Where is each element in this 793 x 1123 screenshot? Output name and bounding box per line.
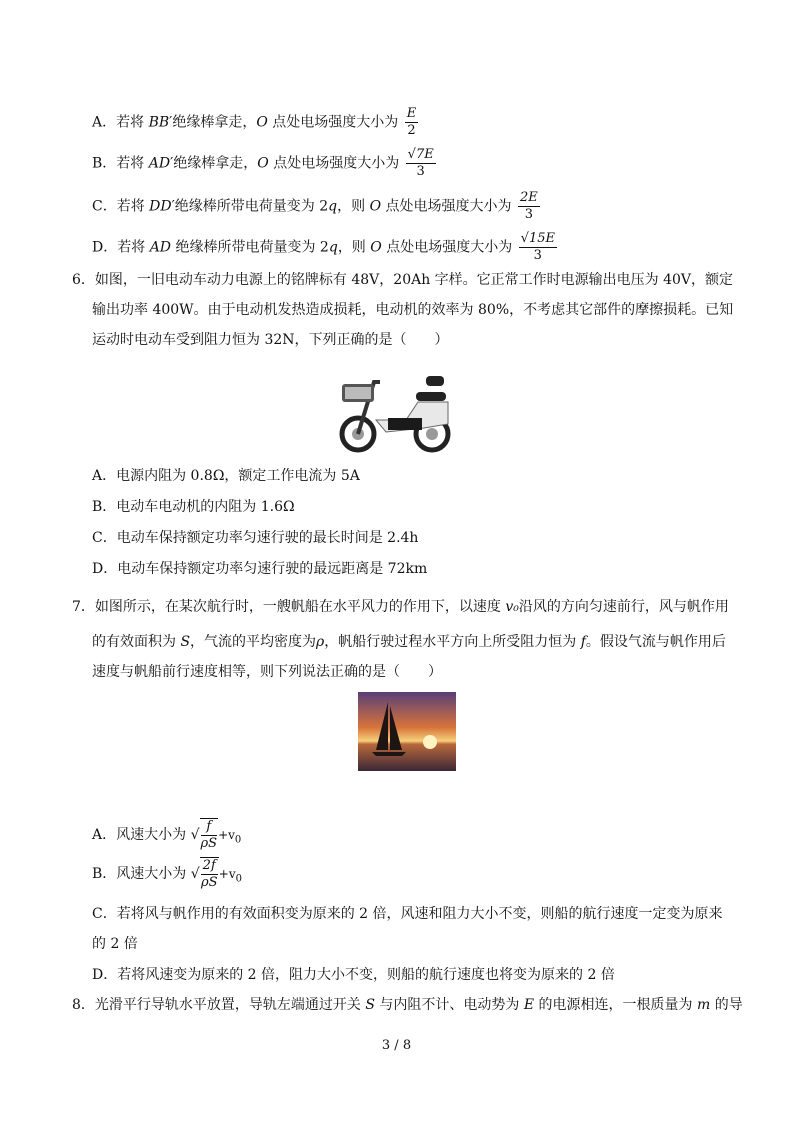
subscript-0: 0 (234, 834, 242, 846)
charge-q: q (328, 198, 338, 215)
q7-text-4: 。假设气流与帆作用后 (585, 634, 726, 650)
option-b-text: ′绝缘棒拿走， (170, 155, 258, 172)
q7-text-3: ，帆船行驶过程水平方向上所受阻力恒为 (324, 634, 581, 650)
rod-label: AD (148, 155, 171, 172)
q6-option-b[interactable]: B．电动车电动机的内阻为 1.6Ω (92, 499, 295, 515)
rod-label: BB (148, 114, 170, 131)
point-o: O (370, 239, 382, 256)
velocity-symbol: v₀ (505, 599, 519, 615)
q6-stem-line-3: 运动时电动车受到阻力恒为 32N，下列正确的是（ ） (92, 332, 449, 348)
option-d-text-3: 点处电场强度大小为 (381, 239, 513, 256)
option-c-text-2: ，则 (337, 198, 370, 215)
denominator: 2 (407, 123, 416, 138)
numerator: √15E (520, 231, 555, 246)
q5-option-c[interactable] (92, 190, 540, 223)
fraction-e-over-2 (405, 106, 419, 139)
q6-option-d[interactable]: D．电动车保持额定功率匀速行驶的最远距离是 72km (92, 561, 428, 577)
q8-text-4: 的导 (710, 997, 743, 1013)
q6-option-c[interactable]: C．电动车保持额定功率匀速行驶的最长时间是 2.4h (92, 530, 419, 546)
option-a-text: A．风速大小为 (92, 827, 187, 843)
charge-q: q (328, 239, 338, 256)
denominator: ρS (200, 836, 218, 851)
option-b-prefix: B．若将 (92, 155, 149, 172)
fraction-sqrt15e-over-3 (519, 231, 557, 264)
option-a-text: ′绝缘棒拿走， (169, 114, 257, 131)
switch-symbol: S (365, 997, 375, 1013)
option-c-prefix: C．若将 (92, 198, 150, 215)
q8-text-3: 的电源相连，一根质量为 (534, 997, 697, 1013)
sqrt-2f-over-rho-s: √ $\frac{2f}{\rho S}$ (190, 858, 218, 890)
numerator: E (406, 106, 417, 121)
option-a-text-2: 点处电场强度大小为 (267, 114, 399, 131)
page-number: 3 / 8 (381, 1038, 412, 1053)
point-o: O (257, 155, 269, 172)
option-d-text: 绝缘棒所带电荷量变为 2 (171, 239, 329, 256)
option-b-text: B．风速大小为 (92, 866, 187, 882)
q7-stem-line-3: 速度与帆船前行速度相等，则下列说法正确的是（ ） (92, 664, 442, 680)
fraction-sqrt7e-over-3 (406, 147, 436, 180)
sailboat-sunset-image (358, 692, 456, 771)
sqrt-f-over-rho-s: √ $\frac{f}{\rho S}$ (190, 819, 218, 851)
option-b-text-2: 点处电场强度大小为 (268, 155, 400, 172)
q6-stem-line-1: 6．如图，一旧电动车动力电源上的铭牌标有 48V，20Ah 字样。它正常工作时电源输出电压为 40V，额定 (72, 272, 734, 288)
q7-text: 7．如图所示，在某次航行时，一艘帆船在水平风力的作用下，以速度 (72, 599, 506, 615)
q7-text: 的有效面积为 (92, 634, 181, 650)
q7-text-2: ，气流的平均密度为 (190, 634, 317, 650)
q8-text: 8．光滑平行导轨水平放置，导轨左端通过开关 (72, 997, 366, 1013)
q7-stem-line-1 (72, 597, 729, 617)
plus-v: +v (218, 828, 235, 842)
q6-option-a[interactable]: A．电源内阻为 0.8Ω，额定工作电流为 5A (92, 468, 360, 484)
q7-option-b[interactable] (92, 857, 242, 891)
q7-option-c[interactable]: C．若将风与帆作用的有效面积变为原来的 2 倍，风速和阻力大小不变，则船的航行速度一定变为原来 (92, 906, 723, 922)
point-o: O (256, 114, 268, 131)
point-o: O (369, 198, 382, 215)
q5-option-b[interactable] (92, 147, 436, 180)
option-d-prefix: D．若将 (92, 239, 150, 256)
q6-stem-line-2: 输出功率 400W。由于电动机发热造成损耗，电动机的效率为 80%，不考虑其它部件的摩擦损耗。已知 (92, 302, 734, 318)
q7-text-2: 沿风的方向匀速前行，风与帆作用 (518, 599, 729, 615)
q5-option-a[interactable] (92, 106, 418, 139)
q7-option-a[interactable] (92, 818, 241, 852)
area-symbol: S (180, 634, 191, 650)
q8-text-2: 与内阻不计、电动势为 (374, 997, 524, 1013)
q5-option-d[interactable] (92, 231, 557, 264)
option-c-text: ′绝缘棒所带电荷量变为 2 (171, 198, 329, 215)
denominator: 3 (533, 248, 542, 263)
option-c-text-3: 点处电场强度大小为 (381, 198, 512, 215)
force-symbol: f (580, 634, 586, 650)
denominator: ρS (200, 875, 218, 890)
q8-stem-line-1 (72, 995, 743, 1015)
rod-label: DD (149, 198, 172, 215)
rod-label: AD (149, 239, 172, 256)
denominator: 3 (524, 207, 533, 222)
mass-symbol: m (697, 997, 711, 1013)
numerator: f (201, 819, 218, 836)
option-a-prefix: A．若将 (92, 114, 149, 131)
electric-scooter-image (336, 362, 454, 454)
numerator: 2E (519, 190, 538, 205)
plus-v: +v (218, 867, 236, 881)
q7-option-d[interactable]: D．若将风速变为原来的 2 倍，阻力大小不变，则船的航行速度也将变为原来的 2 倍 (92, 967, 615, 983)
numerator: √7E (407, 147, 434, 162)
emf-symbol: E (523, 997, 535, 1013)
denominator: 3 (416, 164, 425, 179)
fraction-2e-over-3 (518, 190, 540, 223)
q7-option-c-cont: 的 2 倍 (92, 936, 138, 952)
q7-stem-line-2 (92, 632, 726, 652)
option-d-text-2: ，则 (337, 239, 371, 256)
subscript-0: 0 (235, 873, 242, 885)
density-symbol: ρ (316, 634, 325, 650)
numerator: 2f (202, 858, 216, 873)
